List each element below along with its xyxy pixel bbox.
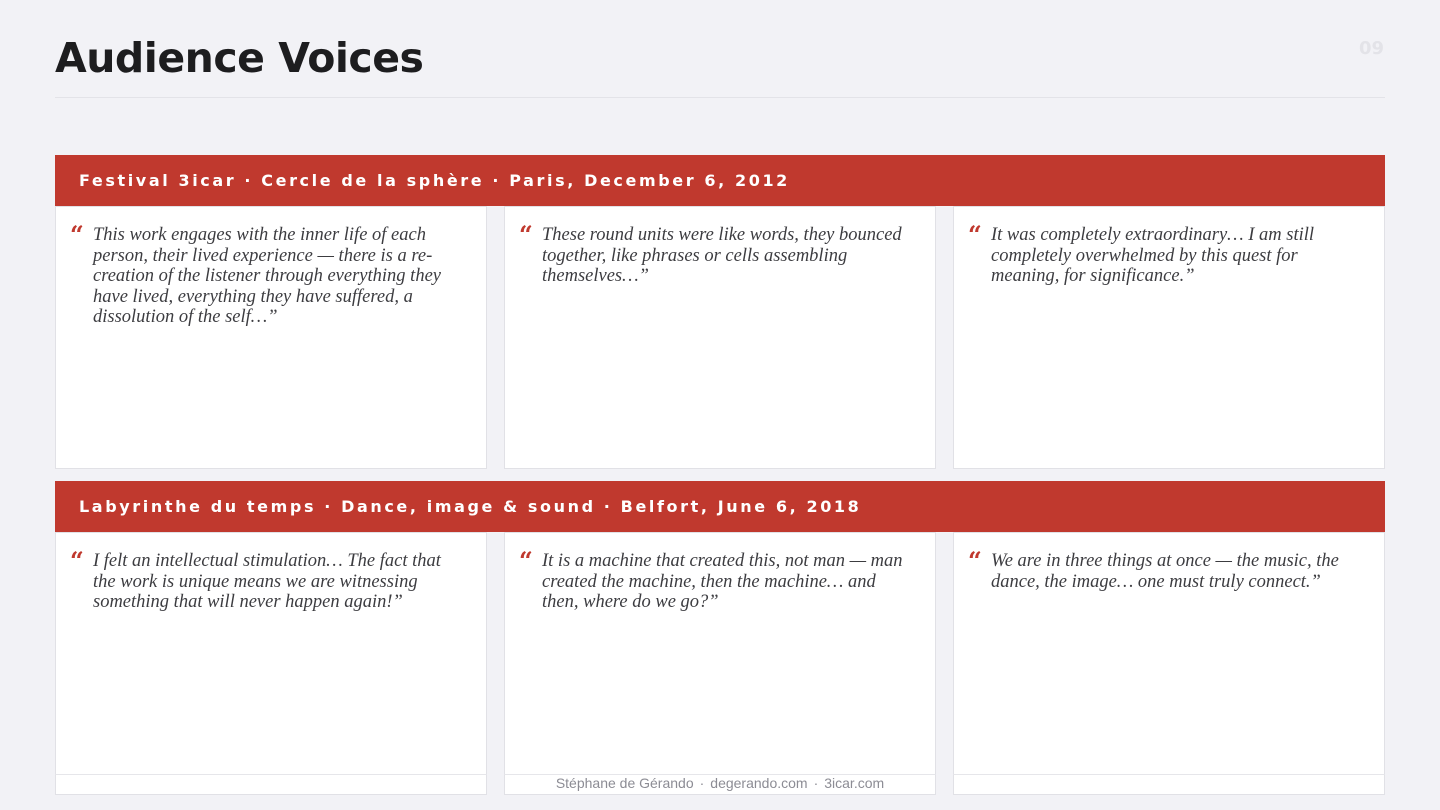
title-divider bbox=[55, 97, 1385, 98]
section-header-festival-3icar: Festival 3icar · Cercle de la sphère · Paris, December 6, 2012 bbox=[55, 155, 1385, 206]
quote-mark-icon: “ bbox=[70, 220, 84, 249]
page-title: Audience Voices bbox=[55, 34, 424, 82]
quote-text: I felt an intellectual stimulation… The fact that the work is unique means we are witnessing something that will never happen again!” bbox=[93, 551, 441, 612]
quote-card bbox=[55, 206, 487, 469]
quote-mark-icon: “ bbox=[519, 220, 533, 249]
quote-card bbox=[953, 206, 1385, 469]
quote-card bbox=[953, 532, 1385, 775]
quote-text: These round units were like words, they bounced together, like phrases or cells assembling themselves…” bbox=[542, 225, 902, 286]
page-number: 09 bbox=[1358, 38, 1384, 59]
quote-text: We are in three things at once — the music, the dance, the image… one must truly connect.” bbox=[991, 551, 1339, 592]
quote-text: It was completely extraordinary… I am still completely overwhelmed by this quest for meaning, for significance.” bbox=[991, 225, 1315, 286]
quote-mark-icon: “ bbox=[519, 546, 533, 575]
quote-card bbox=[504, 206, 936, 469]
footer-separator: · bbox=[699, 775, 705, 791]
quote-card bbox=[55, 532, 487, 775]
quote-mark-icon: “ bbox=[968, 220, 982, 249]
quote-mark-icon: “ bbox=[70, 546, 84, 575]
quote-mark-icon: “ bbox=[968, 546, 982, 575]
section-header-labyrinthe-du-temps: Labyrinthe du temps · Dance, image & sound · Belfort, June 6, 2018 bbox=[55, 481, 1385, 532]
footer-link-degerando[interactable]: degerando.com bbox=[710, 775, 808, 791]
quote-card bbox=[504, 532, 936, 775]
footer bbox=[0, 774, 1440, 792]
footer-author: Stéphane de Gérando bbox=[555, 775, 694, 791]
quote-text: It is a machine that created this, not man — man created the machine, then the machine… and then, where do we go?” bbox=[542, 551, 903, 612]
quote-text: This work engages with the inner life of each person, their lived experience — there is a re-creation of the listener through everything they have lived, everything they have suffered, a dissolution of the self…” bbox=[93, 225, 441, 327]
footer-separator: · bbox=[813, 775, 819, 791]
footer-link-3icar[interactable]: 3icar.com bbox=[824, 775, 885, 791]
